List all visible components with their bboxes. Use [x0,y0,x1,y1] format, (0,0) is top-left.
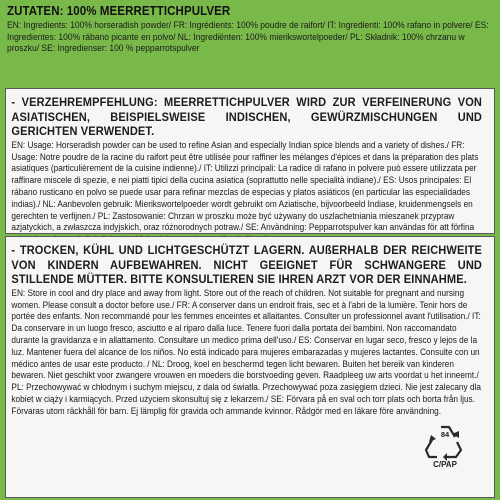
recycling-triangle-icon [421,422,469,462]
usage-box [5,88,495,234]
recycling-symbol [421,422,469,478]
storage-box [5,236,495,498]
ingredients-section [0,0,500,86]
recycling-code: C/PAP [433,460,457,469]
usage-translations: EN: Usage: Horseradish powder can be used to refine Asian and especially Indian spice blends and a variety of dishes./ FR: Usage: Notre poudre de la racine du raifort peut être utilisée pour raffiner les mélanges d'épices et dans la préparation des plats asiatiques (particulièrement de la cuisine indienne)./ IT: Utilizzi principali: La radice di rafano in polvere può essere utilizzata per raffinare miscele di spezie, e nei piatti tipici della cucina asiatica (soprattutto nelle specialità indiane)./ ES: Usos principales: El rábano rusticano en polvo se puede usar para refinar mezclas de especias y platos asiáticos (en particular las especialidades indias)./ NL: Aanbevolen gebruik: Mierikswortelpoeder wordt gebruikt om Aziatische, bijvoorbeeld Indiase, kruidenmengsels en gerechten te verfijnen./ PL: Zastosowanie: Chrzan w proszku może być używany do uszlachetniania mieszanek przypraw azjatyckich, a zwłaszcza indyjskich, oraz różnorodnych potraw./ SE: Användning: Pepparrotspulver kan användas för att förfina [11,139,479,233]
ingredients-title: ZUTATEN: 100% MEERRETTICHPULVER [7,4,231,18]
storage-translations: EN: Store in cool and dry place and away from light. Store out of the reach of children. Not suitable for pregnant and nursing women. Please consult a doctor before use./ FR: A conserver dans un endroit frais, sec et à l'abri de la lumière. Tenir hors de portée des enfants. Non recommandé pour les femmes enceintes et allaitantes. Consulter un professionnel avant l'utilisation./ IT: Da conservare in un luogo fresco, asciutto e al riparo dalla luce. Tenere fuori dalla portata dei bambini. Non raccomandato durante la gravidanza e in allattamento. Consultare un medico prima dell'uso./ ES: Conservar en lugar seco, fresco y lejos de la luz. Mantener fuera del alcance de los niños. No está indicado para mujeres embarazadas y mujeres lactantes. Consulte con un médico antes de usar este producto. / NL: Droog, koel en beschermd tegen licht bewaren. Buiten het bereik van kinderen bewaren. Niet geschikt voor zwangere vrouwen en moeders die borstvoeding geven. Raadpleeg uw arts voordat u het inneemt./ PL: Przechowywać w chłodnym i suchym miejscu, z dala od światła. Przechowywać poza zasięgiem dzieci. Nie jest zalecany dla kobiet w ciąży i karmiących. Przed użyciem skonsultuj się z lekarzem./ SE: Förvara på en sval och torr plats och borta från ljus. Förvaras utom räckhåll för barn. Ej lämplig för gravida och ammande kvinnor. Rådgör med en läkare före användning. [11,287,481,416]
usage-heading: - VERZEHREMPFEHLUNG: MEERRETTICHPULVER WIRD ZUR VERFEINERUNG VON ASIATISCHEN, BEISPIELSWEISE INDISCHEN, GEWÜRZMISCHUNGEN UND GERICHTEN VERWENDET. [11,95,483,139]
recycling-number: 84 [440,430,450,439]
storage-heading: - TROCKEN, KÜHL UND LICHTGESCHÜTZT LAGERN. AUßERHALB DER REICHWEITE VON KINDERN AUFBEWAHREN. NICHT GEEIGNET FÜR SCHWANGERE UND STILLENDE MÜTTER. BITTE KONSULTIEREN SIE IHREN ARZT VOR DER EINNAHME. [11,243,483,287]
ingredients-translations: EN: Ingredients: 100% horseradish powder/ FR: Ingrédients: 100% poudre de raifort/ IT: Ingredienti: 100% rafano in polvere/ ES: Ingredientes: 100% rábano picante en polvo/ NL: Ingrediënten: 100% mierikswortelpoeder/ PL: Składnik: 100% chrzanu w proszku/ SE: Ingredienser: 100 % pepparrotspulver [7,20,489,54]
